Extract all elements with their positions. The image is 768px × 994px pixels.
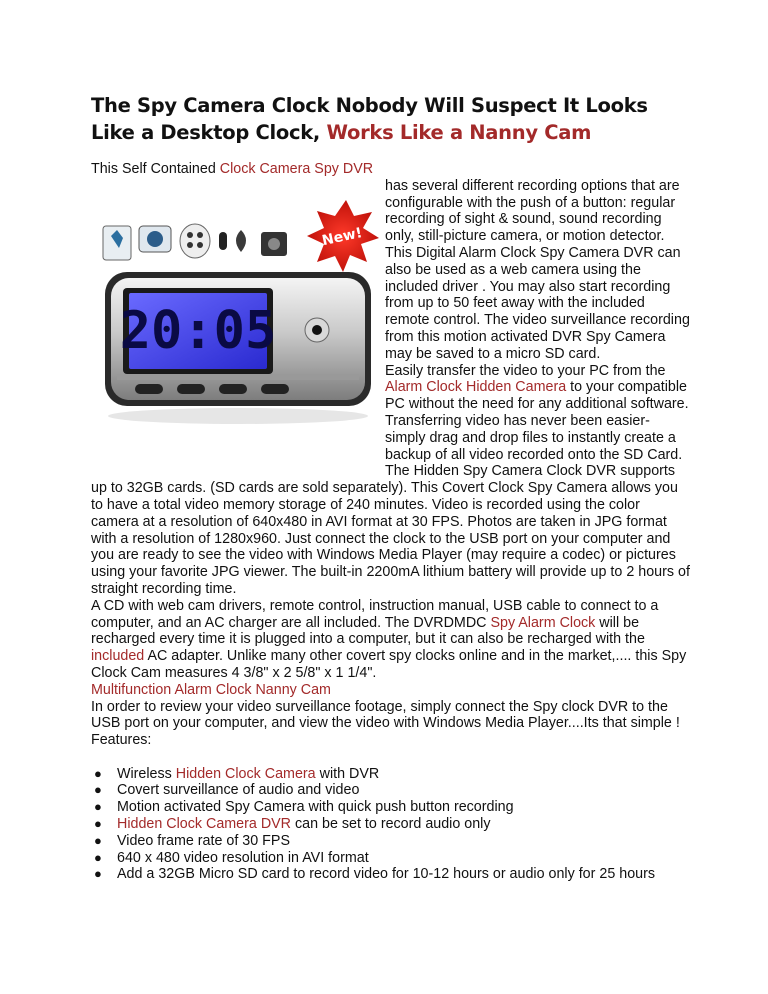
- title-main: The Spy Camera Clock Nobody Will Suspect It Looks Like a Desktop Clock,: [91, 94, 648, 144]
- spy-alarm-clock-link[interactable]: Spy Alarm Clock: [490, 614, 596, 631]
- bullet-icon: ●: [94, 816, 102, 832]
- article-body: [91, 161, 691, 883]
- feature-item: ● Wireless Hidden Clock Camera with DVR: [94, 765, 380, 782]
- spy-clock-product-image: [91, 178, 383, 478]
- intro-text-2: has several different recording options that are configurable with the push of a button: regular recording of sight & sound, sound recording only, still-picture camera, or motion detector. This Digital Alarm Clock Spy Camera DVR can also be used as a web camera using the included driver . You may also start recording from up to 50 feet away with the included remote control. The video surveillance recording from this motion activated DVR Spy Camera may be saved to a micro SD card.: [385, 177, 690, 362]
- lcd-time: 20:05: [119, 300, 277, 361]
- hidden-clock-camera-link[interactable]: Hidden Clock Camera: [175, 765, 316, 782]
- bullet-icon: ●: [94, 849, 102, 865]
- transfer-text-1: Easily transfer the video to your PC from the: [385, 362, 666, 379]
- feature-item: ● Hidden Clock Camera DVR can be set to record audio only: [94, 816, 491, 833]
- spacer: [91, 749, 691, 766]
- package-text-3: AC adapter. Unlike many other covert spy clocks online and in the market,.... this Spy Clock Cam measures 4 3/8" x 2 5/8" x 1 1/4".: [91, 648, 687, 681]
- subheading-paragraph: [91, 682, 691, 699]
- feature-item: ● 640 x 480 video resolution in AVI format: [94, 849, 369, 866]
- page-title: [91, 92, 691, 146]
- package-text-1: A CD with web cam drivers, remote control, instruction manual, USB cable to connect to a computer, and an AC charger are all included. The DVRDMDC: [91, 597, 659, 631]
- bullet-icon: ●: [94, 799, 102, 815]
- features-label: Features:: [91, 732, 152, 749]
- feature-icons: [103, 224, 287, 260]
- title-accent: Works Like a Nanny Cam: [326, 121, 592, 144]
- feature-item: ● Add a 32GB Micro SD card to record video for 10-12 hours or audio only for 25 hours: [94, 866, 656, 883]
- bullet-icon: ●: [94, 782, 102, 798]
- hidden-clock-camera-dvr-link[interactable]: Hidden Clock Camera DVR: [117, 816, 292, 833]
- intro-text-1: This Self Contained: [91, 161, 220, 177]
- new-badge: [307, 200, 379, 272]
- clock-body: [105, 272, 371, 424]
- feature-item: ● Motion activated Spy Camera with quick push button recording: [94, 799, 514, 816]
- package-text-2: will be recharged every time it is plugged into a computer, but it can also be recharged with the: [91, 614, 645, 648]
- bullet-icon: ●: [94, 765, 102, 781]
- intro-paragraph: [91, 161, 691, 178]
- included-link[interactable]: included: [91, 648, 145, 665]
- alarm-clock-hidden-camera-link[interactable]: Alarm Clock Hidden Camera: [385, 379, 567, 396]
- feature-item: ● Covert surveillance of audio and video: [94, 782, 360, 799]
- multifunction-nanny-cam-link[interactable]: Multifunction Alarm Clock Nanny Cam: [91, 681, 331, 698]
- bullet-icon: ●: [94, 832, 102, 848]
- feature-item: ● Video frame rate of 30 FPS: [94, 832, 290, 849]
- package-paragraph: [91, 598, 691, 682]
- badge-text: New!: [320, 224, 364, 249]
- clock-camera-spy-dvr-link[interactable]: Clock Camera Spy DVR: [219, 161, 374, 177]
- features-list: [91, 766, 691, 884]
- transfer-text-2: to your compatible PC without the need for any additional software. Transferring video has never been easier- simply drag and drop files to instantly create a backup of all video recorded onto the SD Card. The Hidden Spy Camera Clock DVR supports up to 32GB cards. (SD cards are sold separately). This Covert Clock Spy Camera allows you to have a total video memory storage of 240 minutes. Video is recorded using the color camera at a resolution of 640x480 in AVI format at 30 FPS. Photos are taken in JPG format with a resolution of 1280x960. Just connect the clock to the USB port on your computer and you are ready to see the video with Windows Media Player (may require a codec) or pictures using your favorite JPG viewer. The built-in 2200mA lithium battery will provide up to 2 hours of straight recording time.: [91, 379, 690, 597]
- review-paragraph: In order to review your video surveillance footage, simply connect the Spy clock DVR to the USB port on your computer, and view the video with Windows Media Player....Its that simple !: [91, 698, 680, 732]
- bullet-icon: ●: [94, 866, 102, 882]
